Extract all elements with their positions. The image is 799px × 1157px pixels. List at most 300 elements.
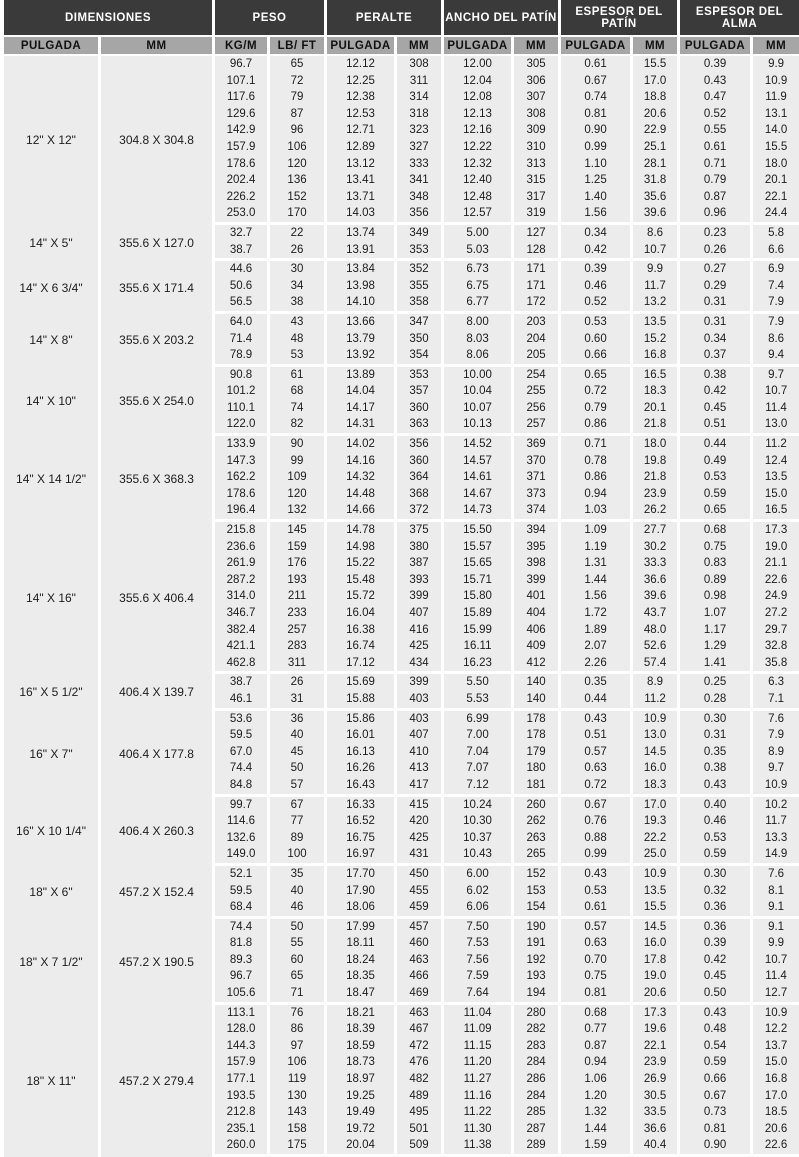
espesor-alma-in-cell: 0.43: [677, 73, 750, 90]
peso-kgm-cell: 44.6: [212, 261, 267, 278]
peralte-in-cell: 14.16: [324, 453, 394, 470]
profile-group: [0, 56, 799, 225]
profile-group: [0, 866, 799, 919]
espesor-alma-mm-cell: 5.8: [750, 225, 799, 242]
espesor-alma-mm-cell: 9.1: [750, 899, 799, 919]
profile-group: [0, 919, 799, 1005]
peralte-mm-cell: 399: [394, 588, 441, 605]
header-peralte: PERALTE: [324, 0, 441, 35]
ancho-patin-mm-cell: 205: [511, 347, 558, 367]
peso-lbft-cell: 26: [267, 674, 324, 691]
ancho-patin-in-cell: 10.30: [441, 813, 511, 830]
peralte-in-cell: 15.86: [324, 711, 394, 728]
ancho-patin-in-cell: 15.50: [441, 522, 511, 539]
peso-lbft-cell: 82: [267, 416, 324, 436]
ancho-patin-in-cell: 12.00: [441, 56, 511, 73]
table-row: [0, 436, 799, 453]
peso-kgm-cell: 113.1: [212, 1005, 267, 1022]
espesor-patin-in-cell: 0.68: [558, 1005, 630, 1022]
espesor-patin-in-cell: 0.39: [558, 261, 630, 278]
peralte-mm-cell: 380: [394, 539, 441, 556]
peralte-in-cell: 12.53: [324, 106, 394, 123]
peso-kgm-cell: 144.3: [212, 1038, 267, 1055]
ancho-patin-mm-cell: 308: [511, 106, 558, 123]
peso-kgm-cell: 193.5: [212, 1088, 267, 1105]
peso-kgm-cell: 122.0: [212, 416, 267, 436]
table-row: [0, 56, 799, 73]
peso-lbft-cell: 89: [267, 830, 324, 847]
peralte-in-cell: 12.25: [324, 73, 394, 90]
espesor-patin-mm-cell: 23.9: [630, 486, 677, 503]
peralte-in-cell: 13.66: [324, 314, 394, 331]
peralte-in-cell: 14.32: [324, 469, 394, 486]
espesor-patin-in-cell: 0.46: [558, 278, 630, 295]
peso-kgm-cell: 99.7: [212, 797, 267, 814]
peralte-mm-cell: 308: [394, 56, 441, 73]
espesor-patin-mm-cell: 16.5: [630, 367, 677, 384]
peso-lbft-cell: 257: [267, 622, 324, 639]
espesor-patin-in-cell: 1.72: [558, 605, 630, 622]
peralte-mm-cell: 431: [394, 846, 441, 866]
table-row: [0, 314, 799, 331]
espesor-patin-mm-cell: 16.0: [630, 935, 677, 952]
peso-kgm-cell: 287.2: [212, 572, 267, 589]
ancho-patin-in-cell: 12.22: [441, 139, 511, 156]
ancho-patin-mm-cell: 128: [511, 242, 558, 262]
peralte-in-cell: 15.72: [324, 588, 394, 605]
peralte-in-cell: 17.12: [324, 655, 394, 675]
table-row: [0, 522, 799, 539]
espesor-alma-in-cell: 1.17: [677, 622, 750, 639]
espesor-alma-in-cell: 0.59: [677, 846, 750, 866]
ancho-patin-in-cell: 7.04: [441, 744, 511, 761]
table-row: [0, 367, 799, 384]
espesor-patin-mm-cell: 13.2: [630, 294, 677, 314]
ancho-patin-in-cell: 15.80: [441, 588, 511, 605]
peso-kgm-cell: 56.5: [212, 294, 267, 314]
peralte-in-cell: 18.24: [324, 952, 394, 969]
espesor-patin-mm-cell: 19.3: [630, 813, 677, 830]
profile-group: [0, 674, 799, 710]
espesor-alma-mm-cell: 35.8: [750, 655, 799, 675]
ancho-patin-in-cell: 11.09: [441, 1021, 511, 1038]
peralte-in-cell: 15.69: [324, 674, 394, 691]
espesor-patin-mm-cell: 27.7: [630, 522, 677, 539]
peso-kgm-cell: 382.4: [212, 622, 267, 639]
peso-lbft-cell: 233: [267, 605, 324, 622]
size-inches: 18" X 7 1/2": [0, 919, 98, 1005]
size-inches: 18" X 11": [0, 1005, 98, 1157]
peso-kgm-cell: 157.9: [212, 139, 267, 156]
peso-kgm-cell: 253.0: [212, 205, 267, 225]
espesor-alma-in-cell: 0.59: [677, 1054, 750, 1071]
peso-lbft-cell: 79: [267, 89, 324, 106]
peralte-in-cell: 16.52: [324, 813, 394, 830]
espesor-alma-in-cell: 0.44: [677, 436, 750, 453]
peso-lbft-cell: 143: [267, 1104, 324, 1121]
espesor-alma-in-cell: 0.28: [677, 691, 750, 711]
espesor-alma-in-cell: 0.49: [677, 453, 750, 470]
espesor-alma-mm-cell: 7.6: [750, 866, 799, 883]
peso-kgm-cell: 149.0: [212, 846, 267, 866]
profile-group: [0, 522, 799, 674]
ancho-patin-mm-cell: 178: [511, 711, 558, 728]
ancho-patin-in-cell: 8.06: [441, 347, 511, 367]
peralte-mm-cell: 403: [394, 691, 441, 711]
peralte-in-cell: 18.35: [324, 968, 394, 985]
espesor-patin-in-cell: 0.90: [558, 122, 630, 139]
espesor-patin-mm-cell: 33.5: [630, 1104, 677, 1121]
peralte-mm-cell: 349: [394, 225, 441, 242]
peso-kgm-cell: 53.6: [212, 711, 267, 728]
espesor-patin-in-cell: 0.81: [558, 985, 630, 1005]
espesor-alma-mm-cell: 22.6: [750, 572, 799, 589]
espesor-patin-in-cell: 0.76: [558, 813, 630, 830]
espesor-patin-mm-cell: 11.7: [630, 278, 677, 295]
peralte-mm-cell: 403: [394, 711, 441, 728]
peso-lbft-cell: 72: [267, 73, 324, 90]
peso-lbft-cell: 136: [267, 172, 324, 189]
ancho-patin-in-cell: 8.03: [441, 331, 511, 348]
peso-lbft-cell: 50: [267, 760, 324, 777]
ancho-patin-in-cell: 7.07: [441, 760, 511, 777]
espesor-patin-mm-cell: 39.6: [630, 205, 677, 225]
size-mm: 457.2 X 152.4: [98, 866, 212, 919]
espesor-patin-mm-cell: 43.7: [630, 605, 677, 622]
espesor-alma-mm-cell: 13.5: [750, 469, 799, 486]
espesor-patin-mm-cell: 20.1: [630, 400, 677, 417]
espesor-patin-in-cell: 0.74: [558, 89, 630, 106]
peralte-in-cell: 16.38: [324, 622, 394, 639]
espesor-alma-mm-cell: 8.9: [750, 744, 799, 761]
peso-lbft-cell: 71: [267, 985, 324, 1005]
espesor-alma-mm-cell: 6.6: [750, 242, 799, 262]
ancho-patin-mm-cell: 193: [511, 968, 558, 985]
espesor-alma-mm-cell: 20.1: [750, 172, 799, 189]
peralte-mm-cell: 318: [394, 106, 441, 123]
espesor-alma-mm-cell: 7.9: [750, 727, 799, 744]
espesor-patin-mm-cell: 19.6: [630, 1021, 677, 1038]
ancho-patin-mm-cell: 305: [511, 56, 558, 73]
espesor-patin-in-cell: 0.79: [558, 400, 630, 417]
espesor-patin-mm-cell: 21.8: [630, 416, 677, 436]
espesor-patin-mm-cell: 35.6: [630, 189, 677, 206]
ancho-patin-in-cell: 12.48: [441, 189, 511, 206]
espesor-patin-in-cell: 1.56: [558, 588, 630, 605]
subheader-cell: PULGADA: [324, 35, 394, 56]
espesor-patin-in-cell: 0.70: [558, 952, 630, 969]
peso-kgm-cell: 74.4: [212, 919, 267, 936]
peralte-mm-cell: 354: [394, 347, 441, 367]
espesor-alma-in-cell: 0.27: [677, 261, 750, 278]
peso-kgm-cell: 177.1: [212, 1071, 267, 1088]
espesor-patin-mm-cell: 23.9: [630, 1054, 677, 1071]
espesor-patin-mm-cell: 20.6: [630, 106, 677, 123]
espesor-patin-mm-cell: 10.9: [630, 711, 677, 728]
espesor-alma-in-cell: 0.59: [677, 486, 750, 503]
peralte-mm-cell: 425: [394, 830, 441, 847]
peralte-in-cell: 14.03: [324, 205, 394, 225]
espesor-alma-in-cell: 0.66: [677, 1071, 750, 1088]
peralte-mm-cell: 463: [394, 952, 441, 969]
peralte-mm-cell: 417: [394, 777, 441, 797]
espesor-patin-in-cell: 0.57: [558, 919, 630, 936]
espesor-patin-mm-cell: 9.9: [630, 261, 677, 278]
peralte-in-cell: 13.84: [324, 261, 394, 278]
size-inches: 12" X 12": [0, 56, 98, 225]
espesor-alma-in-cell: 0.61: [677, 139, 750, 156]
peralte-mm-cell: 399: [394, 674, 441, 691]
espesor-alma-mm-cell: 18.0: [750, 156, 799, 173]
subheader-cell: PULGADA: [558, 35, 630, 56]
peso-lbft-cell: 31: [267, 691, 324, 711]
peralte-mm-cell: 455: [394, 883, 441, 900]
size-inches: 14" X 10": [0, 367, 98, 436]
espesor-alma-in-cell: 0.65: [677, 502, 750, 522]
ancho-patin-mm-cell: 178: [511, 727, 558, 744]
table-row: [0, 797, 799, 814]
espesor-patin-mm-cell: 31.8: [630, 172, 677, 189]
peralte-in-cell: 18.47: [324, 985, 394, 1005]
ancho-patin-mm-cell: 374: [511, 502, 558, 522]
ancho-patin-in-cell: 6.02: [441, 883, 511, 900]
peso-kgm-cell: 50.6: [212, 278, 267, 295]
espesor-alma-in-cell: 0.87: [677, 189, 750, 206]
peralte-mm-cell: 450: [394, 866, 441, 883]
peso-lbft-cell: 36: [267, 711, 324, 728]
ancho-patin-in-cell: 5.53: [441, 691, 511, 711]
peralte-in-cell: 13.91: [324, 242, 394, 262]
ancho-patin-mm-cell: 181: [511, 777, 558, 797]
espesor-alma-in-cell: 0.42: [677, 952, 750, 969]
peso-lbft-cell: 152: [267, 189, 324, 206]
peralte-mm-cell: 358: [394, 294, 441, 314]
espesor-patin-mm-cell: 26.9: [630, 1071, 677, 1088]
espesor-alma-in-cell: 0.54: [677, 1038, 750, 1055]
espesor-alma-mm-cell: 12.7: [750, 985, 799, 1005]
peralte-in-cell: 12.38: [324, 89, 394, 106]
peso-kgm-cell: 421.1: [212, 638, 267, 655]
peralte-in-cell: 19.72: [324, 1121, 394, 1138]
espesor-alma-in-cell: 0.47: [677, 89, 750, 106]
ancho-patin-mm-cell: 203: [511, 314, 558, 331]
peso-lbft-cell: 109: [267, 469, 324, 486]
peso-kgm-cell: 147.3: [212, 453, 267, 470]
espesor-alma-in-cell: 1.29: [677, 638, 750, 655]
espesor-patin-mm-cell: 15.5: [630, 899, 677, 919]
espesor-alma-mm-cell: 11.2: [750, 436, 799, 453]
espesor-alma-mm-cell: 22.1: [750, 189, 799, 206]
peso-lbft-cell: 30: [267, 261, 324, 278]
peralte-in-cell: 13.92: [324, 347, 394, 367]
peso-kgm-cell: 105.6: [212, 985, 267, 1005]
espesor-patin-mm-cell: 40.4: [630, 1137, 677, 1157]
espesor-patin-in-cell: 1.20: [558, 1088, 630, 1105]
espesor-alma-in-cell: 0.71: [677, 156, 750, 173]
peso-lbft-cell: 48: [267, 331, 324, 348]
size-mm: 406.4 X 260.3: [98, 797, 212, 866]
espesor-alma-in-cell: 0.98: [677, 588, 750, 605]
espesor-alma-mm-cell: 19.0: [750, 539, 799, 556]
ancho-patin-mm-cell: 286: [511, 1071, 558, 1088]
peralte-in-cell: 15.22: [324, 555, 394, 572]
size-inches: 14" X 5": [0, 225, 98, 261]
peralte-in-cell: 14.17: [324, 400, 394, 417]
espesor-patin-in-cell: 0.86: [558, 469, 630, 486]
ancho-patin-mm-cell: 280: [511, 1005, 558, 1022]
ancho-patin-in-cell: 11.04: [441, 1005, 511, 1022]
peralte-mm-cell: 434: [394, 655, 441, 675]
peso-kgm-cell: 38.7: [212, 242, 267, 262]
peralte-in-cell: 16.43: [324, 777, 394, 797]
peralte-mm-cell: 466: [394, 968, 441, 985]
espesor-patin-in-cell: 0.66: [558, 347, 630, 367]
peralte-mm-cell: 387: [394, 555, 441, 572]
ancho-patin-mm-cell: 371: [511, 469, 558, 486]
peso-lbft-cell: 120: [267, 156, 324, 173]
peso-lbft-cell: 100: [267, 846, 324, 866]
peralte-mm-cell: 341: [394, 172, 441, 189]
espesor-patin-mm-cell: 10.9: [630, 866, 677, 883]
profile-group: [0, 367, 799, 436]
espesor-alma-in-cell: 0.81: [677, 1121, 750, 1138]
peso-kgm-cell: 81.8: [212, 935, 267, 952]
peralte-mm-cell: 368: [394, 486, 441, 503]
espesor-patin-mm-cell: 13.5: [630, 314, 677, 331]
espesor-alma-in-cell: 0.83: [677, 555, 750, 572]
peralte-mm-cell: 476: [394, 1054, 441, 1071]
espesor-alma-in-cell: 0.36: [677, 919, 750, 936]
peso-kgm-cell: 38.7: [212, 674, 267, 691]
espesor-patin-mm-cell: 13.0: [630, 727, 677, 744]
peralte-mm-cell: 416: [394, 622, 441, 639]
espesor-patin-in-cell: 0.67: [558, 73, 630, 90]
peralte-in-cell: 14.78: [324, 522, 394, 539]
ancho-patin-in-cell: 5.00: [441, 225, 511, 242]
ancho-patin-in-cell: 7.59: [441, 968, 511, 985]
peso-kgm-cell: 202.4: [212, 172, 267, 189]
espesor-alma-in-cell: 0.73: [677, 1104, 750, 1121]
peso-kgm-cell: 236.6: [212, 539, 267, 556]
espesor-patin-in-cell: 2.26: [558, 655, 630, 675]
profile-group: [0, 261, 799, 314]
peso-lbft-cell: 57: [267, 777, 324, 797]
ancho-patin-mm-cell: 394: [511, 522, 558, 539]
espesor-patin-in-cell: 1.89: [558, 622, 630, 639]
espesor-alma-in-cell: 0.29: [677, 278, 750, 295]
espesor-patin-mm-cell: 11.2: [630, 691, 677, 711]
ancho-patin-in-cell: 11.22: [441, 1104, 511, 1121]
ancho-patin-mm-cell: 171: [511, 278, 558, 295]
ancho-patin-in-cell: 10.00: [441, 367, 511, 384]
size-mm: 406.4 X 177.8: [98, 711, 212, 797]
ancho-patin-in-cell: 15.71: [441, 572, 511, 589]
profile-group: [0, 225, 799, 261]
espesor-patin-mm-cell: 8.9: [630, 674, 677, 691]
ancho-patin-in-cell: 6.77: [441, 294, 511, 314]
peso-kgm-cell: 215.8: [212, 522, 267, 539]
peralte-mm-cell: 459: [394, 899, 441, 919]
ancho-patin-in-cell: 12.04: [441, 73, 511, 90]
espesor-alma-in-cell: 0.30: [677, 866, 750, 883]
peso-lbft-cell: 87: [267, 106, 324, 123]
ancho-patin-mm-cell: 317: [511, 189, 558, 206]
ancho-patin-mm-cell: 153: [511, 883, 558, 900]
peso-kgm-cell: 90.8: [212, 367, 267, 384]
espesor-patin-in-cell: 1.56: [558, 205, 630, 225]
table-row: [0, 1005, 799, 1022]
size-mm: 406.4 X 139.7: [98, 674, 212, 710]
espesor-patin-mm-cell: 8.6: [630, 225, 677, 242]
espesor-alma-mm-cell: 6.3: [750, 674, 799, 691]
espesor-patin-mm-cell: 22.1: [630, 1038, 677, 1055]
profile-group: [0, 711, 799, 797]
espesor-patin-in-cell: 0.51: [558, 727, 630, 744]
subheader-cell: MM: [98, 35, 212, 56]
espesor-alma-in-cell: 0.31: [677, 294, 750, 314]
espesor-alma-in-cell: 0.36: [677, 899, 750, 919]
espesor-alma-mm-cell: 6.9: [750, 261, 799, 278]
peralte-mm-cell: 327: [394, 139, 441, 156]
espesor-alma-in-cell: 0.52: [677, 106, 750, 123]
espesor-alma-mm-cell: 24.4: [750, 205, 799, 225]
peso-lbft-cell: 67: [267, 797, 324, 814]
espesor-patin-mm-cell: 22.2: [630, 830, 677, 847]
espesor-patin-in-cell: 1.44: [558, 1121, 630, 1138]
peso-lbft-cell: 97: [267, 1038, 324, 1055]
ancho-patin-mm-cell: 171: [511, 261, 558, 278]
espesor-alma-in-cell: 0.37: [677, 347, 750, 367]
espesor-alma-in-cell: 0.39: [677, 935, 750, 952]
espesor-patin-mm-cell: 26.2: [630, 502, 677, 522]
espesor-alma-in-cell: 0.32: [677, 883, 750, 900]
peralte-mm-cell: 364: [394, 469, 441, 486]
peso-lbft-cell: 60: [267, 952, 324, 969]
peralte-in-cell: 20.04: [324, 1137, 394, 1157]
peso-lbft-cell: 175: [267, 1137, 324, 1157]
peso-kgm-cell: 84.8: [212, 777, 267, 797]
espesor-patin-in-cell: 0.53: [558, 314, 630, 331]
espesor-alma-mm-cell: 15.0: [750, 486, 799, 503]
peso-lbft-cell: 46: [267, 899, 324, 919]
ancho-patin-mm-cell: 373: [511, 486, 558, 503]
peso-kgm-cell: 346.7: [212, 605, 267, 622]
ancho-patin-mm-cell: 289: [511, 1137, 558, 1157]
espesor-alma-in-cell: 0.45: [677, 968, 750, 985]
peralte-mm-cell: 347: [394, 314, 441, 331]
ancho-patin-in-cell: 10.24: [441, 797, 511, 814]
espesor-alma-mm-cell: 9.1: [750, 919, 799, 936]
espesor-alma-in-cell: 0.30: [677, 711, 750, 728]
table-row: [0, 866, 799, 883]
peralte-mm-cell: 393: [394, 572, 441, 589]
peso-kgm-cell: 68.4: [212, 899, 267, 919]
espesor-alma-in-cell: 0.48: [677, 1021, 750, 1038]
subheader-cell: KG/M: [212, 35, 267, 56]
espesor-alma-mm-cell: 10.9: [750, 777, 799, 797]
ancho-patin-mm-cell: 191: [511, 935, 558, 952]
peso-kgm-cell: 178.6: [212, 156, 267, 173]
peso-kgm-cell: 78.9: [212, 347, 267, 367]
espesor-alma-mm-cell: 11.4: [750, 968, 799, 985]
peso-lbft-cell: 119: [267, 1071, 324, 1088]
peralte-mm-cell: 413: [394, 760, 441, 777]
espesor-patin-mm-cell: 15.5: [630, 56, 677, 73]
espesor-alma-in-cell: 0.38: [677, 760, 750, 777]
espesor-patin-in-cell: 0.34: [558, 225, 630, 242]
espesor-patin-mm-cell: 30.5: [630, 1088, 677, 1105]
peralte-in-cell: 12.89: [324, 139, 394, 156]
